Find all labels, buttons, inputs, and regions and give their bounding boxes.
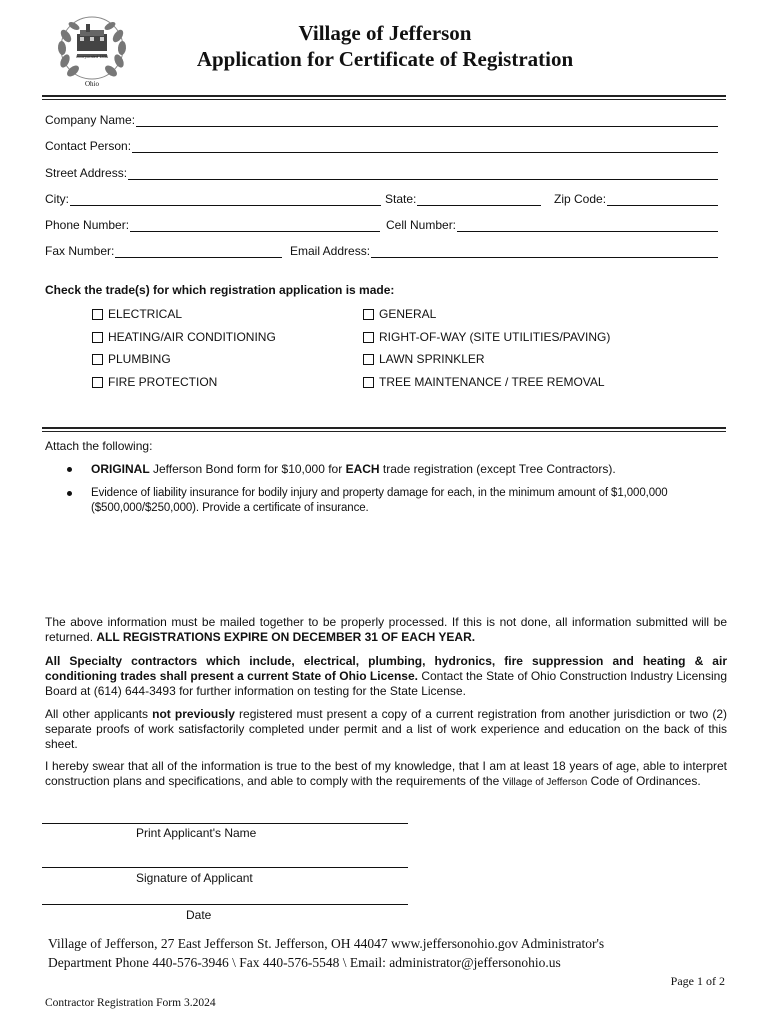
state-label: State:: [385, 192, 417, 206]
trades-heading: Check the trade(s) for which registration application is made:: [45, 283, 395, 297]
row-contact: [45, 137, 718, 153]
note-mailing: [45, 615, 727, 645]
bond-text-2: trade registration (except Tree Contractors).: [379, 462, 616, 476]
phone-number-line[interactable]: [130, 218, 380, 232]
company-name-line[interactable]: [136, 113, 718, 127]
print-name-line[interactable]: [42, 823, 408, 824]
zip-code-label: Zip Code:: [554, 192, 607, 206]
village-seal: [52, 14, 132, 92]
trade-label: ELECTRICAL: [108, 307, 183, 321]
footer-line-2: Department Phone 440-576-3946 \ Fax 440-576-5548 \ Email: administrator@jeffersonohio.us: [48, 955, 561, 970]
trade-lawn-sprinkler[interactable]: [363, 352, 485, 366]
date-line[interactable]: [42, 904, 408, 905]
note-specialty: [45, 654, 727, 699]
fax-number-line[interactable]: [115, 244, 282, 258]
insurance-line-1: Evidence of liability insurance for bodily injury and property damage for each, in the minimum amount of $1,000,000: [91, 487, 668, 499]
row-phone: [45, 216, 718, 232]
trade-label: GENERAL: [379, 307, 437, 321]
row-company: [45, 111, 718, 127]
note-other-text-2: registered must present a copy of a current registration from another jurisdiction or two (2) separate proofs of work satisfactorily completed under permit and a list of work experience and education on the back of this sheet.: [45, 707, 727, 751]
row-city: [45, 190, 718, 206]
attach-item-insurance: [91, 486, 731, 516]
zip-code-line[interactable]: [607, 192, 718, 206]
row-street: [45, 164, 718, 180]
trade-tree-maintenance[interactable]: [363, 375, 605, 389]
trade-label: FIRE PROTECTION: [108, 375, 218, 389]
note-oath: [45, 759, 727, 790]
title-line-2: Application for Certificate of Registration: [196, 47, 574, 71]
section-divider: [42, 427, 726, 432]
form-identifier: Contractor Registration Form 3.2024: [45, 997, 216, 1009]
checkbox[interactable]: [363, 332, 374, 343]
row-fax: [45, 242, 718, 258]
company-name-field[interactable]: [45, 113, 718, 127]
signature-line[interactable]: [42, 867, 408, 868]
bullet-icon: [67, 467, 72, 472]
contact-person-label: Contact Person:: [45, 139, 132, 153]
note-specialty-text: Contact the State of Ohio Construction Industry Licensing Board at (614) 644-3493 for further information on testing for the State License.: [45, 669, 727, 698]
note-expiry: ALL REGISTRATIONS EXPIRE ON DECEMBER 31 OF EACH YEAR.: [96, 630, 476, 644]
company-name-label: Company Name:: [45, 113, 136, 127]
bond-original: ORIGINAL: [91, 462, 150, 476]
email-address-label: Email Address:: [290, 244, 371, 258]
title-line-1: Village of Jefferson: [298, 21, 472, 45]
note-other-applicants: [45, 707, 727, 752]
note-oath-text-1: I hereby swear that all of the information is true to the best of my knowledge, that I am at least 18 years of age, able to interpret construction plans and specifications, and able to comply with the requirements of the: [45, 759, 727, 788]
note-oath-text-2: Code of Ordinances.: [587, 774, 701, 788]
trade-label: HEATING/AIR CONDITIONING: [108, 330, 276, 344]
note-specialty-bold: All Specialty contractors which include, electrical, plumbing, hydronics, fire suppression and heating & air conditioning trades shall present a current State of Ohio License.: [45, 654, 727, 683]
state-line[interactable]: [417, 192, 541, 206]
bond-each: EACH: [345, 462, 380, 476]
checkbox[interactable]: [363, 309, 374, 320]
checkbox[interactable]: [92, 377, 103, 388]
cell-number-label: Cell Number:: [386, 218, 457, 232]
note-mailing-text: The above information must be mailed together to be properly processed. If this is not done, all information submitted will be returned.: [45, 615, 727, 644]
trade-label: RIGHT-OF-WAY (SITE UTILITIES/PAVING): [379, 330, 611, 344]
bullet-icon: [67, 491, 72, 496]
cell-number-line[interactable]: [457, 218, 718, 232]
trade-plumbing[interactable]: [92, 352, 171, 366]
footer-line-1: Village of Jefferson, 27 East Jefferson St. Jefferson, OH 44047 www.jeffersonohio.gov Administrator's: [48, 936, 605, 951]
trade-label: TREE MAINTENANCE / TREE REMOVAL: [379, 375, 605, 389]
city-line[interactable]: [70, 192, 381, 206]
city-field[interactable]: [45, 192, 381, 206]
bond-text-1: Jefferson Bond form for $10,000 for: [149, 462, 346, 476]
checkbox[interactable]: [92, 354, 103, 365]
zip-code-field[interactable]: [554, 192, 718, 206]
trade-label: LAWN SPRINKLER: [379, 352, 485, 366]
cell-number-field[interactable]: [386, 218, 718, 232]
fax-number-label: Fax Number:: [45, 244, 115, 258]
phone-number-field[interactable]: [45, 218, 380, 232]
note-village-name: Village of Jefferson: [502, 777, 588, 788]
print-name-label: Print Applicant's Name: [136, 826, 257, 840]
trade-right-of-way[interactable]: [363, 330, 610, 344]
trade-label: PLUMBING: [108, 352, 171, 366]
checkbox[interactable]: [363, 354, 374, 365]
note-other-text-1: All other applicants: [45, 707, 153, 721]
trade-electrical[interactable]: [92, 307, 182, 321]
signature-label: Signature of Applicant: [136, 871, 253, 885]
contact-person-field[interactable]: [45, 139, 718, 153]
seal-text-top: Incorporated 1836: [75, 54, 109, 59]
city-label: City:: [45, 192, 69, 206]
date-label: Date: [186, 908, 212, 922]
email-address-field[interactable]: [290, 244, 718, 258]
checkbox[interactable]: [92, 309, 103, 320]
trade-heating-air[interactable]: [92, 330, 276, 344]
attach-heading: Attach the following:: [45, 439, 153, 453]
checkbox[interactable]: [363, 377, 374, 388]
contact-person-line[interactable]: [132, 139, 718, 153]
fax-number-field[interactable]: [45, 244, 282, 258]
state-field[interactable]: [385, 192, 541, 206]
trade-fire-protection[interactable]: [92, 375, 217, 389]
checkbox[interactable]: [92, 332, 103, 343]
page-number: Page 1 of 2: [670, 974, 725, 988]
street-address-label: Street Address:: [45, 166, 128, 180]
insurance-line-2: ($500,000/$250,000). Provide a certificate of insurance.: [91, 502, 369, 514]
email-address-line[interactable]: [371, 244, 718, 258]
street-address-field[interactable]: [45, 166, 718, 180]
street-address-line[interactable]: [128, 166, 718, 180]
trade-general[interactable]: [363, 307, 436, 321]
note-not-previously: not previously: [152, 707, 235, 721]
header-divider: [42, 95, 726, 100]
attach-item-bond: [91, 462, 731, 477]
seal-text-bottom: Ohio: [85, 80, 99, 88]
footer-address: [48, 934, 728, 972]
phone-number-label: Phone Number:: [45, 218, 130, 232]
